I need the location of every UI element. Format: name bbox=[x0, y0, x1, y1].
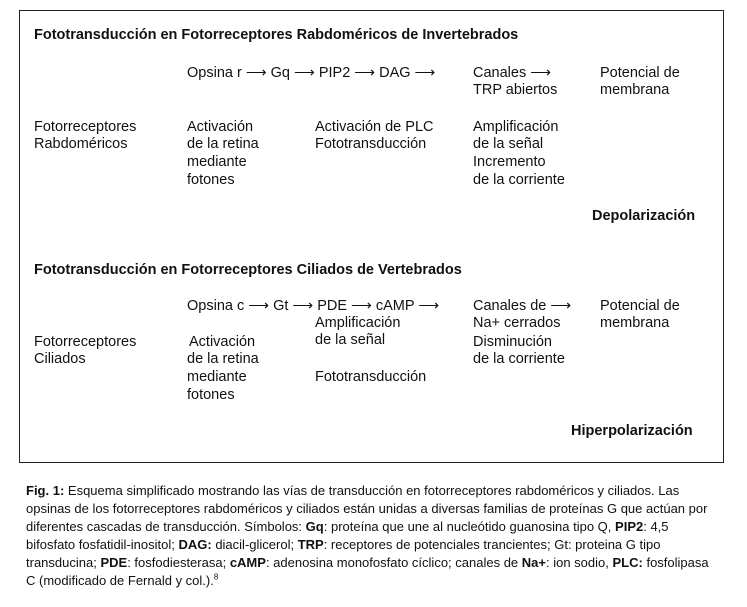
section2-receptor-line2: Ciliados bbox=[34, 351, 86, 367]
section1-potential-line2: membrana bbox=[600, 82, 670, 98]
caption-pip2-def: : 4,5 bifosfato fosfatidil-inositol; bbox=[26, 519, 669, 552]
section1-activation-line4: fotones bbox=[187, 172, 235, 188]
section1-activation-line1: Activación bbox=[187, 119, 254, 135]
caption-plc: PLC: bbox=[612, 555, 643, 570]
caption-camp: cAMP bbox=[229, 555, 266, 570]
section1-plc-line2: Fototransducción bbox=[315, 136, 427, 152]
section2-result: Hiperpolarización bbox=[571, 423, 693, 439]
section2-channels-line1: Canales de ⟶ bbox=[473, 298, 572, 314]
section1-channels-line2: TRP abiertos bbox=[473, 82, 558, 98]
figure-caption bbox=[26, 482, 716, 590]
caption-gq-def: : proteína que une al nucleótido guanosina tipo Q, bbox=[323, 519, 612, 534]
section1-receptor-line1: Fotorreceptores bbox=[34, 119, 137, 135]
section2-activation-line4: fotones bbox=[187, 387, 235, 403]
section1-pathway: Opsina r ⟶ Gq ⟶ PIP2 ⟶ DAG ⟶ bbox=[187, 65, 436, 81]
section2-activation-line3: mediante bbox=[187, 369, 247, 385]
section1-plc-line1: Activación de PLC bbox=[315, 119, 434, 135]
section1-result: Depolarización bbox=[592, 208, 696, 224]
caption-reference: 8 bbox=[213, 572, 219, 582]
caption-plc-def: fosfolipasa C (modificado de Fernald y col.). bbox=[26, 555, 709, 588]
section2-dis-line2: de la corriente bbox=[473, 351, 565, 367]
section1-receptor-line2: Rabdoméricos bbox=[34, 136, 128, 152]
section1-amp-line1: Amplificación bbox=[473, 119, 559, 135]
caption-dag-def: diacil-glicerol; bbox=[211, 537, 295, 552]
section2-potential-line1: Potencial de bbox=[600, 298, 680, 314]
section2-fototransduccion: Fototransducción bbox=[315, 369, 427, 385]
section2-amp-line2: de la señal bbox=[315, 332, 386, 348]
caption-pde-def: : fosfodiesterasa; bbox=[127, 555, 227, 570]
section2-receptor-line1: Fotorreceptores bbox=[34, 334, 137, 350]
caption-gq: Gq bbox=[305, 519, 324, 534]
caption-trp-def: : receptores de potenciales trancientes; Gt: proteina G tipo transducina; bbox=[26, 537, 661, 570]
section2-activation-line1: Activación bbox=[189, 334, 256, 350]
section2-pathway: Opsina c ⟶ Gt ⟶ PDE ⟶ cAMP ⟶ bbox=[187, 298, 440, 314]
caption-pde: PDE bbox=[100, 555, 128, 570]
section2-activation-line2: de la retina bbox=[187, 351, 259, 367]
section2-potential-line2: membrana bbox=[600, 315, 670, 331]
section2-amp-line1: Amplificación bbox=[315, 315, 401, 331]
caption-na: Na+ bbox=[521, 555, 546, 570]
section1-title: Fototransducción en Fotorreceptores Rabdoméricos de Invertebrados bbox=[34, 27, 519, 43]
caption-trp: TRP bbox=[297, 537, 324, 552]
caption-pip2: PIP2 bbox=[615, 519, 644, 534]
section1-activation-line2: de la retina bbox=[187, 136, 259, 152]
caption-text: Esquema simplificado mostrando las vías de transducción en fotorreceptores rabdoméricos y ciliados. Las opsinas de los fotorreceptores rabdoméricos y ciliados están unidas a diversas familias de proteínas G que actúan por diferentes cascadas de transducción. Símbolos: bbox=[26, 483, 708, 534]
section1-activation-line3: mediante bbox=[187, 154, 247, 170]
caption-label: Fig. 1: bbox=[26, 483, 65, 498]
section2-dis-line1: Disminución bbox=[473, 334, 552, 350]
caption-camp-def: : adenosina monofosfato cíclico; canales de bbox=[265, 555, 519, 570]
caption-dag: DAG: bbox=[178, 537, 212, 552]
section1-potential-line1: Potencial de bbox=[600, 65, 680, 81]
section2-title: Fototransducción en Fotorreceptores Ciliados de Vertebrados bbox=[34, 262, 462, 278]
section1-channels-line1: Canales ⟶ bbox=[473, 65, 552, 81]
section2-channels-line2: Na+ cerrados bbox=[473, 315, 561, 331]
section1-amp-line4: de la corriente bbox=[473, 172, 565, 188]
caption-na-def: : ion sodio, bbox=[546, 555, 609, 570]
section1-amp-line2: de la señal bbox=[473, 136, 544, 152]
section1-amp-line3: Incremento bbox=[473, 154, 546, 170]
